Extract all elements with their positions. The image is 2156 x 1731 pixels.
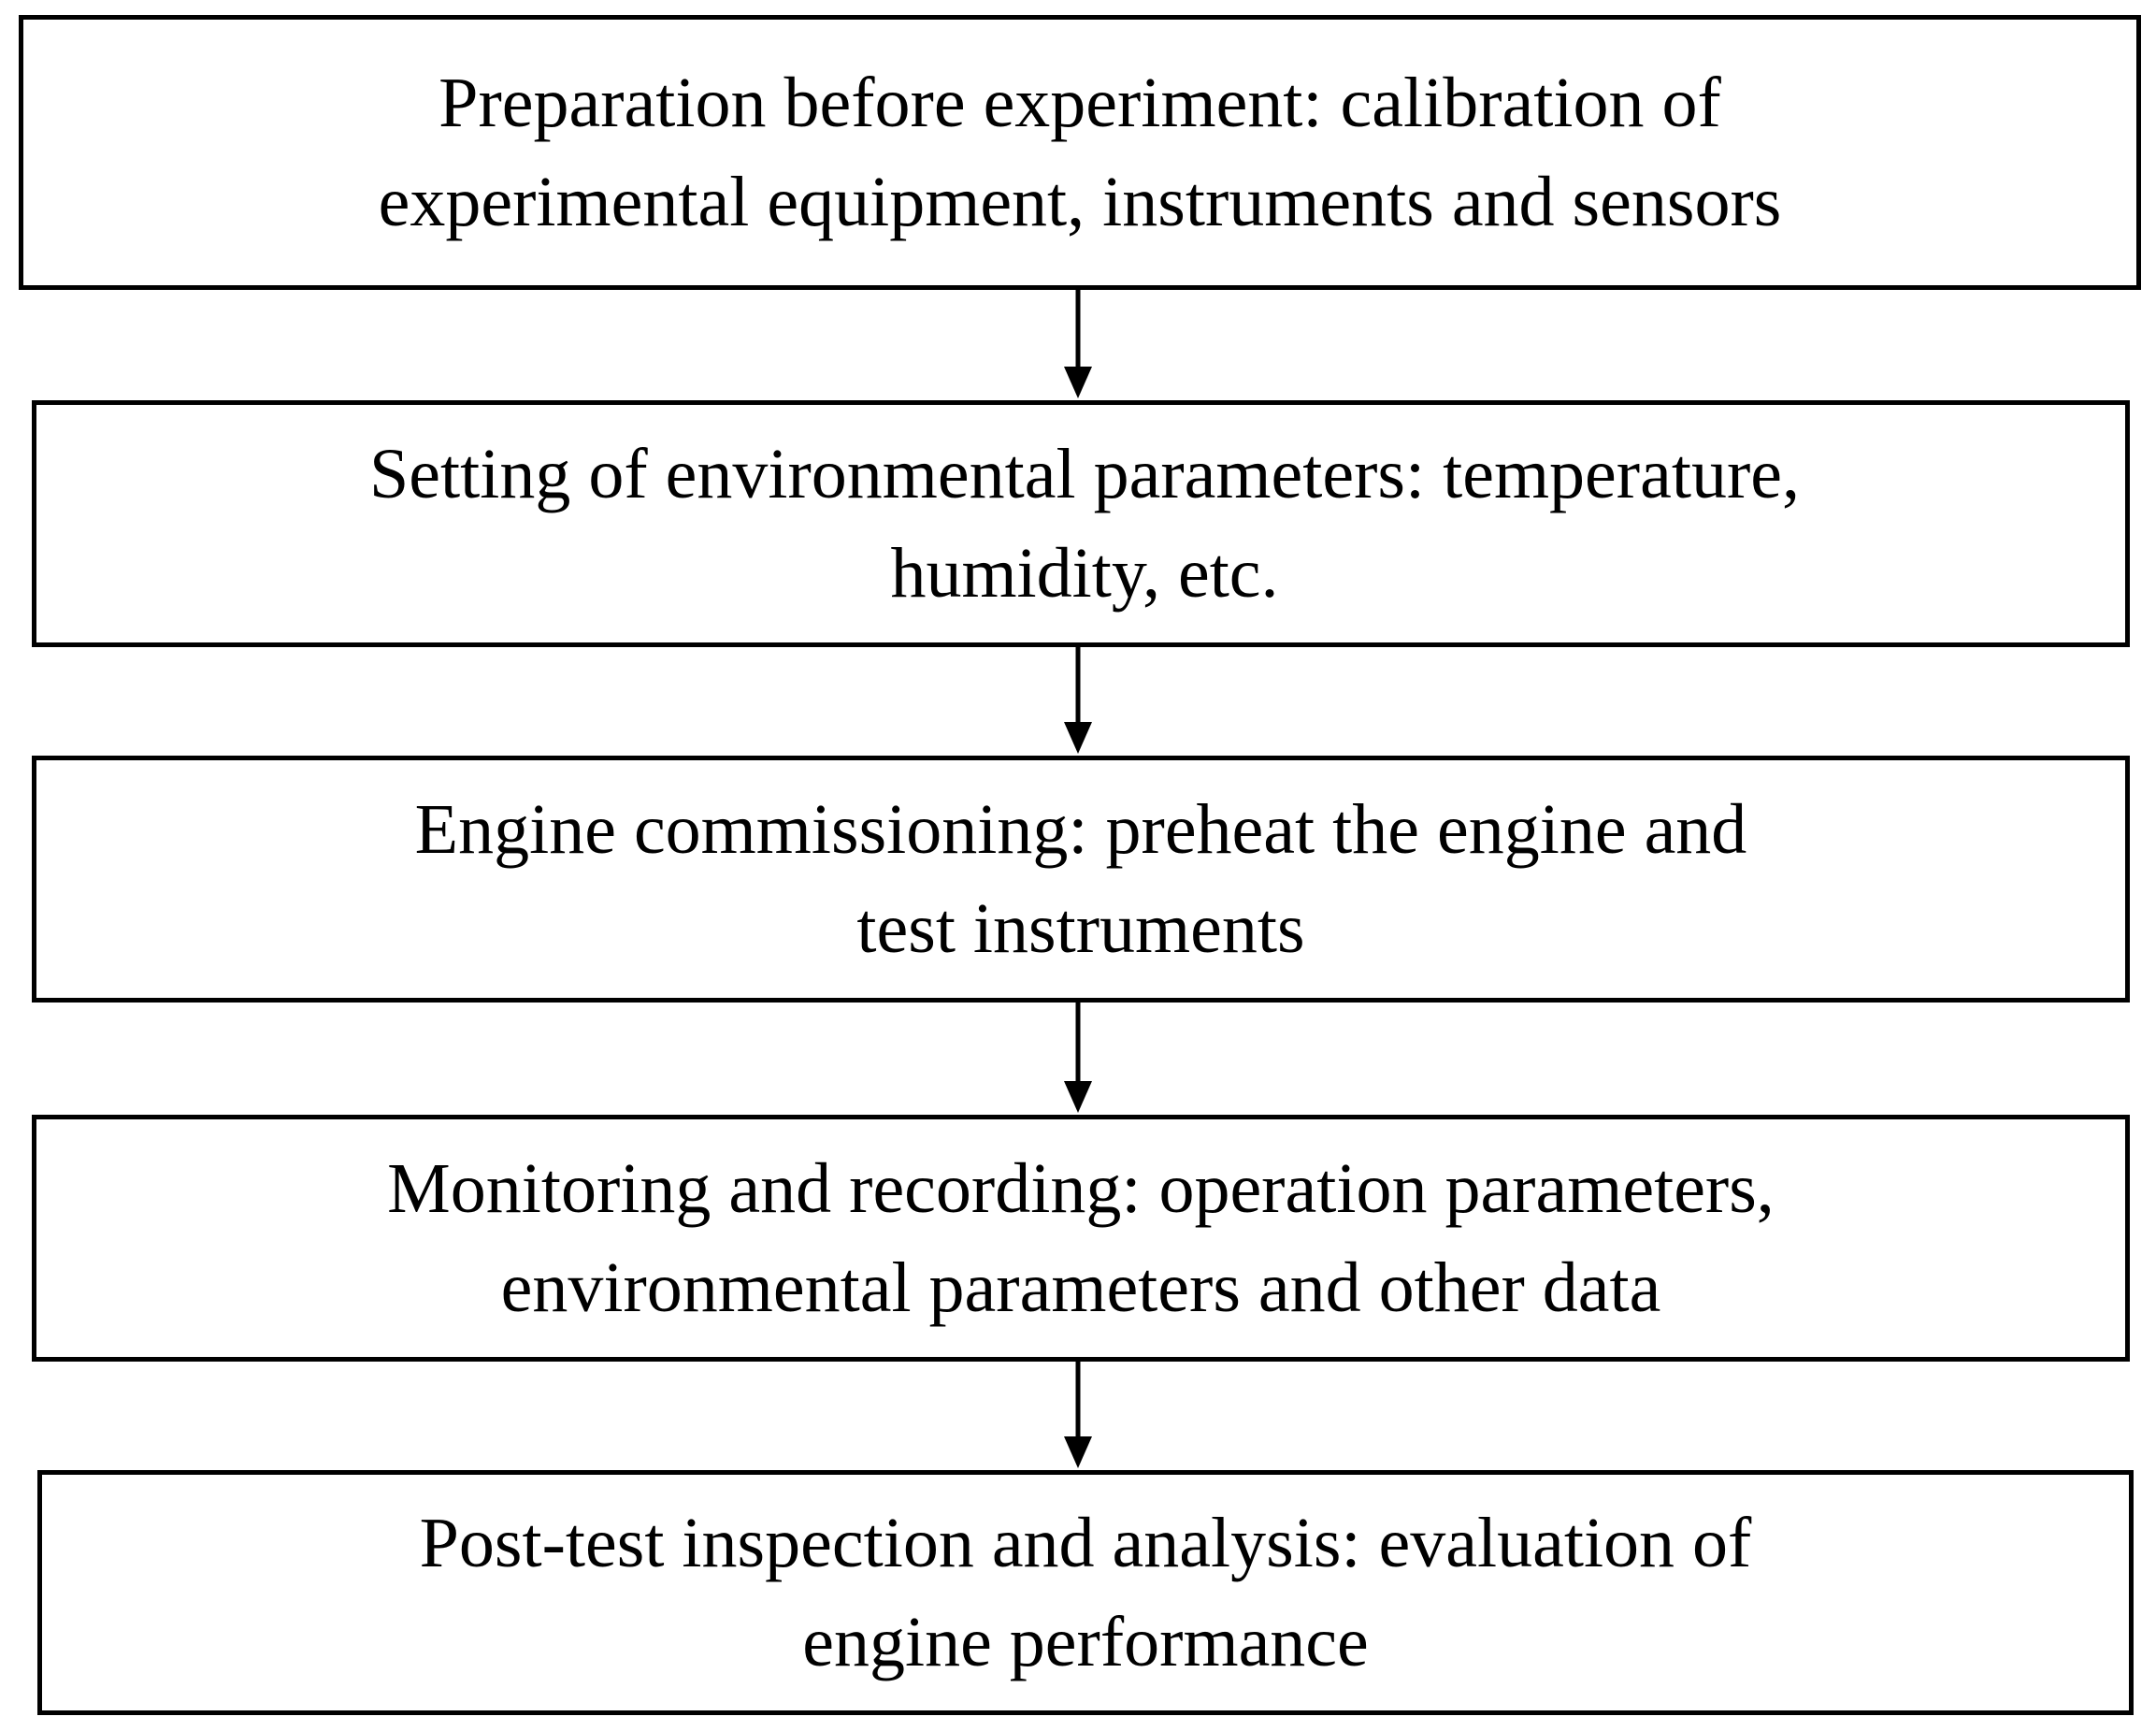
step-label-post-test-analysis: Post-test inspection and analysis: evaluation of engine performance [419, 1504, 1752, 1681]
arrow-1-to-2 [1064, 290, 1092, 398]
arrow-4-to-5 [1064, 1362, 1092, 1468]
step-label-environment-setting: Setting of environmental parameters: temperature, humidity, etc. [369, 435, 1800, 613]
step-box-post-test-analysis [37, 1470, 2134, 1715]
step-label-preparation: Preparation before experiment: calibration of experimental equipment, instruments and sensors [378, 64, 1782, 241]
arrow-3-to-4 [1064, 1003, 1092, 1113]
step-label-engine-commissioning: Engine commissioning: preheat the engine and test instruments [414, 790, 1747, 968]
step-box-preparation [19, 15, 2141, 290]
step-box-monitoring-recording [32, 1115, 2130, 1362]
step-box-engine-commissioning [32, 756, 2130, 1003]
arrow-2-to-3 [1064, 647, 1092, 754]
step-label-monitoring-recording: Monitoring and recording: operation parameters, environmental parameters and other data [387, 1149, 1775, 1327]
step-box-environment-setting [32, 400, 2130, 647]
